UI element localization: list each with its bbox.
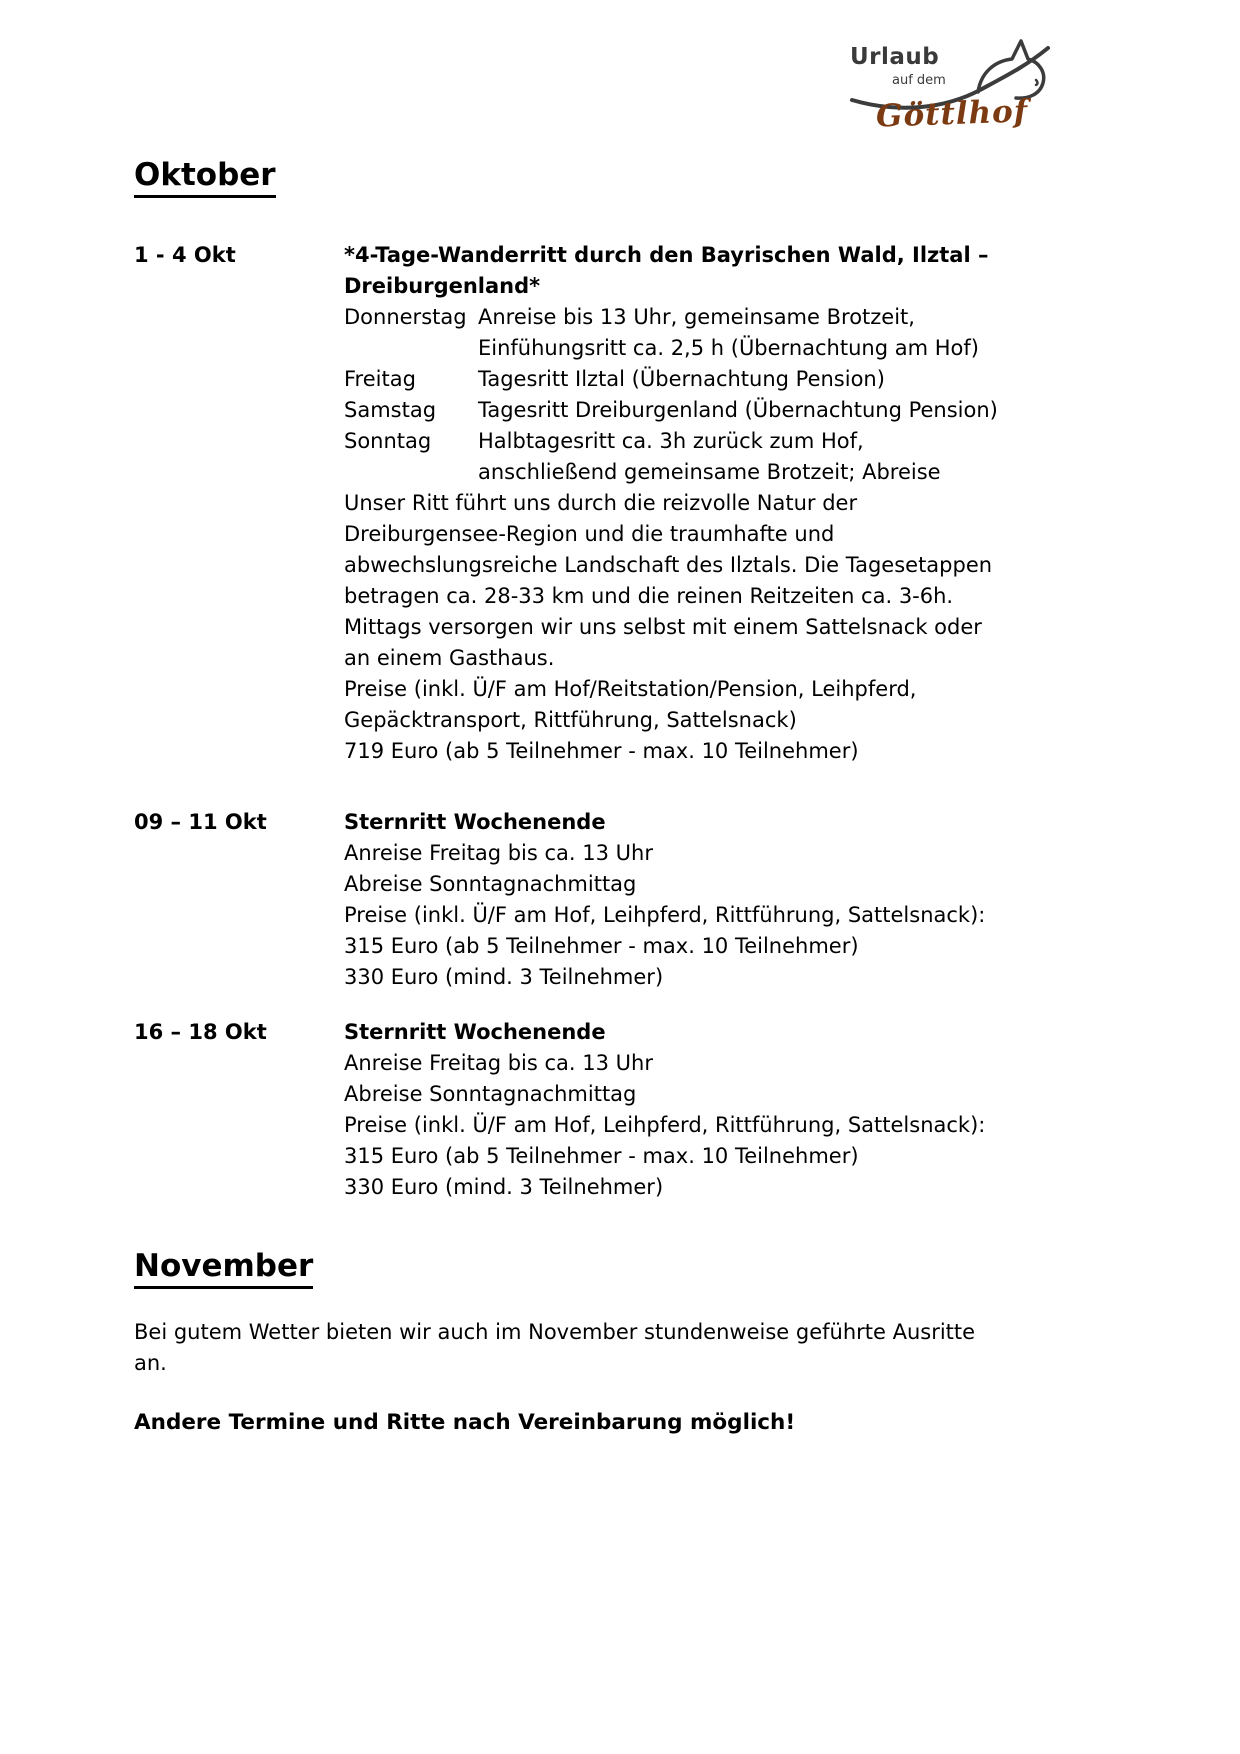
event-date: 09 – 11 Okt — [134, 810, 267, 834]
schedule-day: Donnerstag — [344, 305, 467, 329]
november-paragraph: Bei gutem Wetter bieten wir auch im November stundenweise geführte Ausritte an. — [134, 1320, 976, 1375]
brand-logo — [848, 36, 1058, 148]
schedule-day: Sonntag — [344, 429, 432, 453]
event-title: Sternritt Wochenende — [344, 810, 606, 834]
price-line: 315 Euro (ab 5 Teilnehmer - max. 10 Teilnehmer) — [344, 934, 859, 958]
event-date: 16 – 18 Okt — [134, 1020, 267, 1044]
brand-word-goettlhof: Göttlhof — [875, 93, 1029, 135]
section-heading-november: November — [134, 1249, 1240, 1289]
price-line: 330 Euro (mind. 3 Teilnehmer) — [344, 1175, 664, 1199]
event-description: Unser Ritt führt uns durch die reizvolle Natur der Dreiburgensee-Region und die traumhafte und abwechslungsreiche Landschaft des Ilztals. Die Tagesetappen betragen ca. 28-33 km und die reinen Reitzeiten ca. 3-6h. Mittags versorgen wir uns selbst mit einem Sattelsnack oder an einem Gasthaus. — [344, 491, 993, 670]
event-line: Anreise Freitag bis ca. 13 Uhr — [344, 841, 653, 865]
brand-word-auf-dem: auf dem — [892, 73, 946, 88]
price-includes: Preise (inkl. Ü/F am Hof, Leihpferd, Rittführung, Sattelsnack): — [344, 903, 986, 927]
schedule-desc: Halbtagesritt ca. 3h zurück zum Hof, anschließend gemeinsame Brotzeit; Abreise — [478, 429, 941, 484]
schedule-day: Freitag — [344, 367, 416, 391]
section-heading-oktober: Oktober — [134, 158, 1240, 198]
brand-word-urlaub: Urlaub — [850, 44, 940, 70]
price-line: 719 Euro (ab 5 Teilnehmer - max. 10 Teilnehmer) — [344, 739, 859, 763]
schedule-row-donnerstag — [344, 302, 1006, 364]
schedule-desc: Anreise bis 13 Uhr, gemeinsame Brotzeit, Einfühungsritt ca. 2,5 h (Übernachtung am Hof) — [478, 305, 979, 360]
price-includes: Preise (inkl. Ü/F am Hof, Leihpferd, Rittführung, Sattelsnack): — [344, 1113, 986, 1137]
event-16-18-okt — [134, 1017, 1240, 1203]
schedule-row-sonntag — [344, 426, 1006, 488]
event-line: Abreise Sonntagnachmittag — [344, 872, 637, 896]
price-includes: Preise (inkl. Ü/F am Hof/Reitstation/Pension, Leihpferd, Gepäcktransport, Rittführung, Sattelsnack) — [344, 677, 917, 732]
schedule-day: Samstag — [344, 398, 437, 422]
event-details — [344, 1017, 1006, 1203]
price-line: 330 Euro (mind. 3 Teilnehmer) — [344, 965, 664, 989]
event-date: 1 - 4 Okt — [134, 243, 236, 267]
event-details — [344, 240, 1006, 767]
availability-note: Andere Termine und Ritte nach Vereinbarung möglich! — [134, 1410, 796, 1435]
schedule-desc: Tagesritt Ilztal (Übernachtung Pension) — [478, 367, 885, 391]
schedule-row-samstag — [344, 395, 1006, 426]
schedule-row-freitag — [344, 364, 1006, 395]
event-details — [344, 807, 1006, 993]
price-line: 315 Euro (ab 5 Teilnehmer - max. 10 Teilnehmer) — [344, 1144, 859, 1168]
event-title: Sternritt Wochenende — [344, 1020, 606, 1044]
event-09-11-okt — [134, 807, 1240, 993]
event-line: Anreise Freitag bis ca. 13 Uhr — [344, 1051, 653, 1075]
schedule-desc: Tagesritt Dreiburgenland (Übernachtung Pension) — [478, 398, 998, 422]
event-line: Abreise Sonntagnachmittag — [344, 1082, 637, 1106]
event-1-4-okt — [134, 240, 1240, 767]
event-title: *4-Tage-Wanderritt durch den Bayrischen Wald, Ilztal – Dreiburgenland* — [344, 243, 989, 298]
